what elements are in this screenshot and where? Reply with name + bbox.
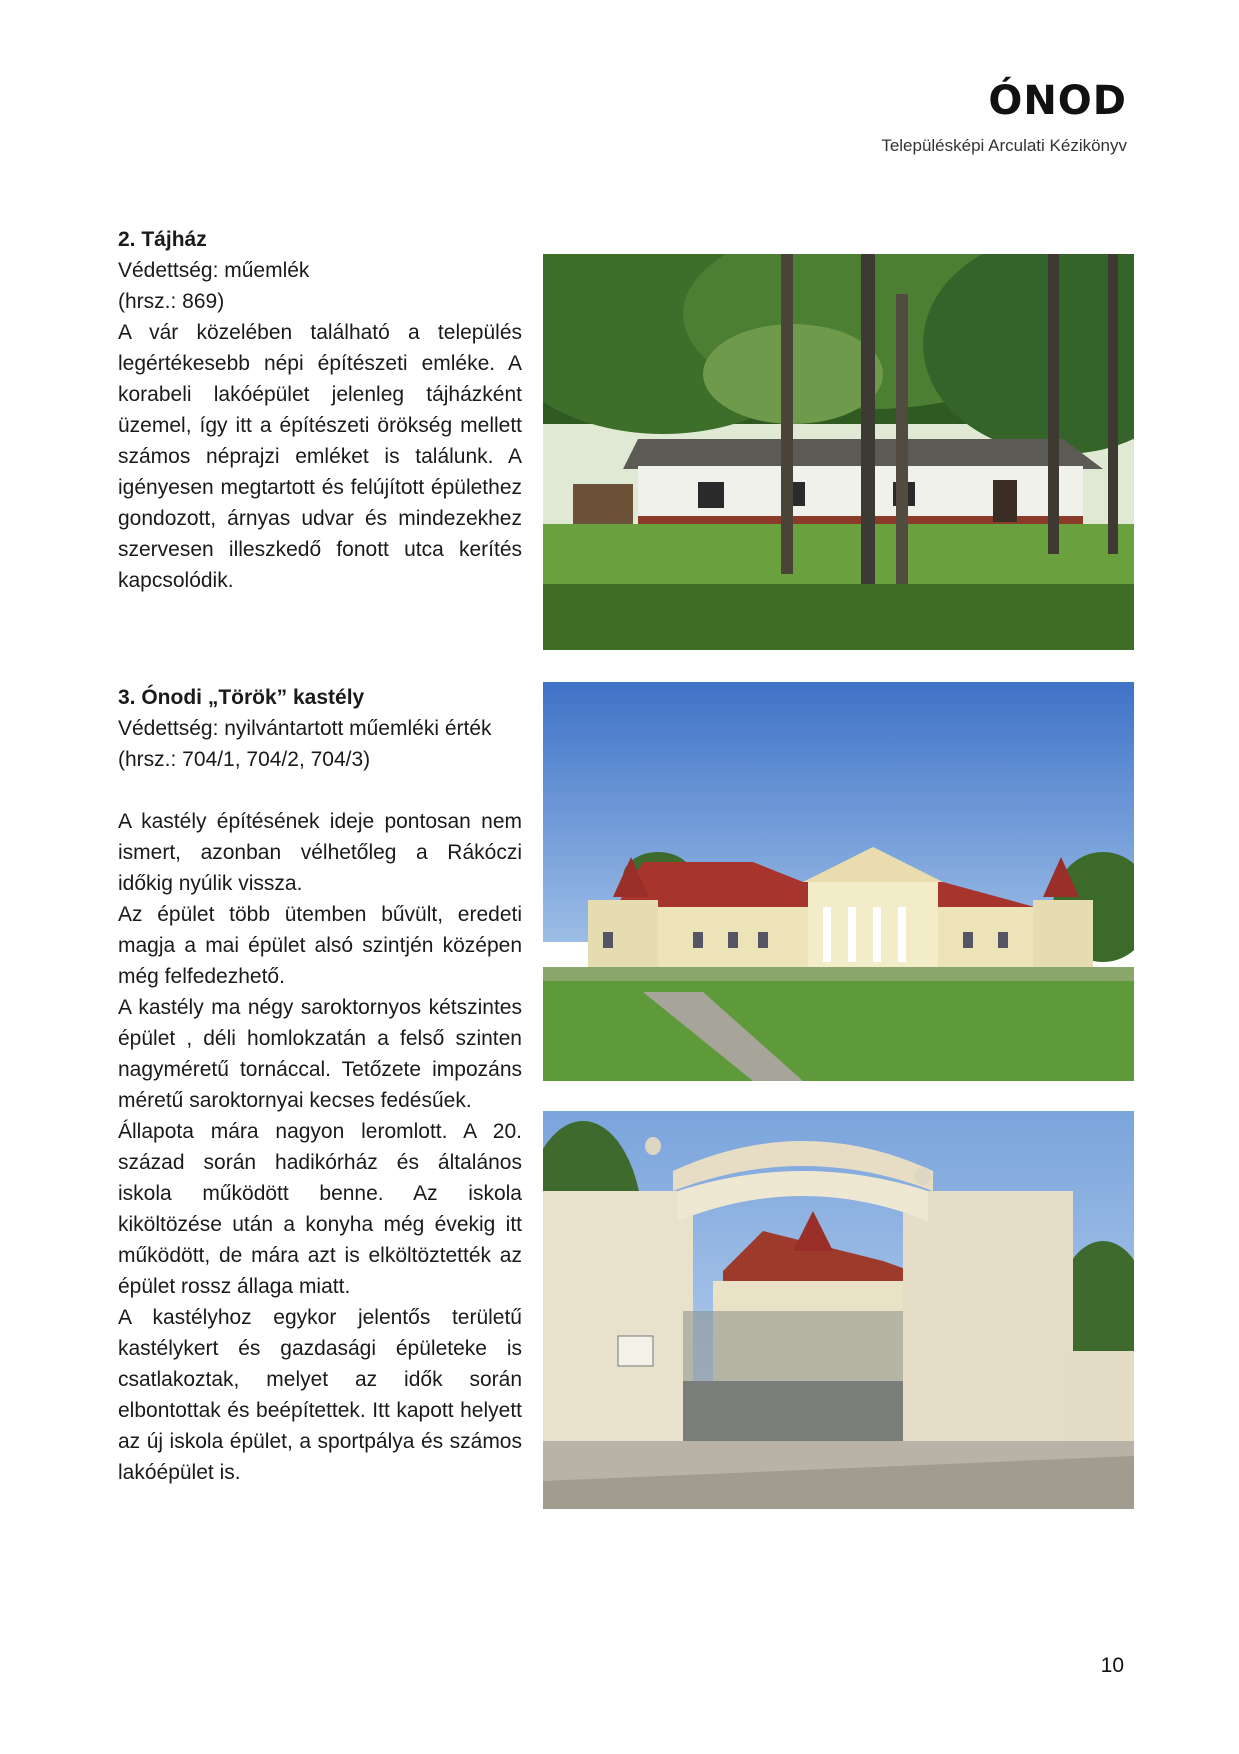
section-paragraph: A kastély építésének ideje pontosan nem ismert, azonban vélhetőleg a Rákóczi időkig nyúlik vissza. bbox=[118, 810, 522, 895]
lot-number: (hrsz.: 704/1, 704/2, 704/3) bbox=[118, 748, 371, 771]
section-tajhaz bbox=[118, 224, 522, 596]
document-title: ÓNOD bbox=[988, 78, 1127, 124]
section-paragraph: Az épület több ütemben bűvült, eredeti magja a mai épület alsó szintjén középen még felfedezhető. bbox=[118, 903, 522, 988]
protection-status: Védettség: nyilvántartott műemléki érték bbox=[118, 717, 492, 740]
section-heading: 2. Tájház bbox=[118, 228, 207, 251]
page-number: 10 bbox=[1100, 1654, 1124, 1677]
section-paragraph: A vár közelében található a település legértékesebb népi építészeti emléke. A korabeli lakóépület jelenleg tájházként üzemel, így itt a építészeti örökség mellett számos néprajzi emléket is találunk. A igényesen megtartott és felújított épülethez gondozott, árnyas udvar és mindezekhez szervesen illeszkedő fonott utca kerítés kapcsolódik. bbox=[118, 321, 522, 592]
kastely-gate-photo bbox=[543, 1111, 1134, 1509]
document-subtitle: Településképi Arculati Kézikönyv bbox=[881, 136, 1127, 155]
section-heading: 3. Ónodi „Török” kastély bbox=[118, 686, 365, 709]
tajhaz-photo bbox=[543, 254, 1134, 650]
kastely-facade-photo bbox=[543, 682, 1134, 1081]
section-paragraph: A kastély ma négy saroktornyos kétszintes épület , déli homlokzatán a felső szinten nagyméretű tornáccal. Tetőzete impozáns méretű saroktornyai kecses fedésűek. bbox=[118, 996, 522, 1112]
lot-number: (hrsz.: 869) bbox=[118, 290, 225, 313]
section-paragraph: A kastélyhoz egykor jelentős területű kastélykert és gazdasági épületeke is csatlakoztak, melyet az idők során elbontottak és beépítettek. Itt kapott helyett az új iskola épület, a sportpálya és számos lakóépület is. bbox=[118, 1306, 522, 1484]
section-torok-kastely bbox=[118, 682, 522, 1488]
section-paragraph: Állapota mára nagyon leromlott. A 20. század során hadikórház és általános iskola működött benne. Az iskola kiköltözése után a konyha még évekig itt működött, de mára azt is elköltöztették az épület rossz állaga miatt. bbox=[118, 1120, 522, 1298]
protection-status: Védettség: műemlék bbox=[118, 259, 310, 282]
